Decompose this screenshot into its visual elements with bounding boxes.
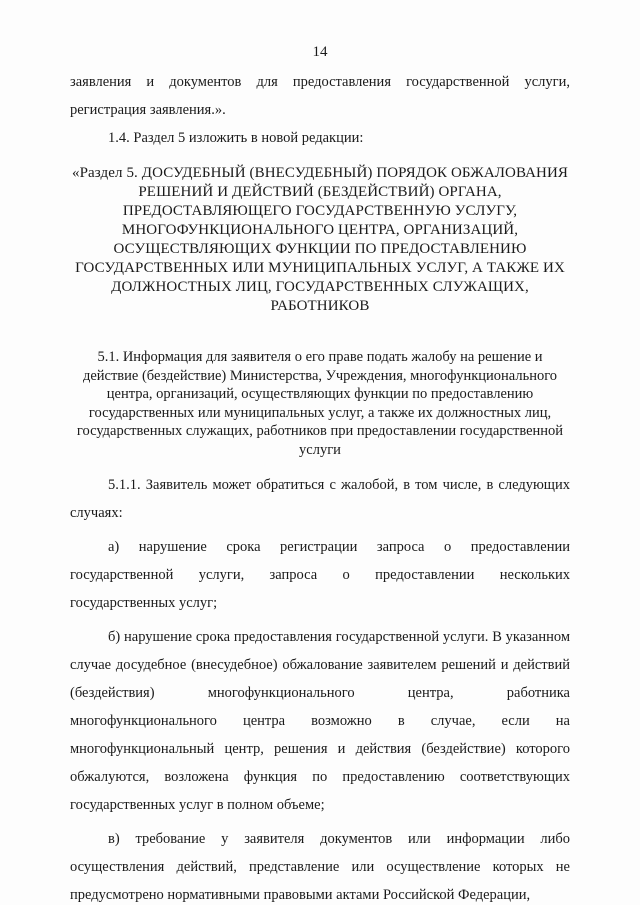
item-b-paragraph: б) нарушение срока предоставления государственной услуги. В указанном случае досудебное (внесудебное) обжалование заявителем решений и действий (бездействия) многофункционального центра, работника многофункционального центра возможно в случае, если на многофункциональный центр, решения и действия (бездействие) которого обжалуются, возложена функция по предоставлению соответствующих государственных услуг в полном объеме; [70, 629, 570, 813]
section-heading: «Раздел 5. ДОСУДЕБНЫЙ (ВНЕСУДЕБНЫЙ) ПОРЯДОК ОБЖАЛОВАНИЯ РЕШЕНИЙ И ДЕЙСТВИЙ (БЕЗДЕЙСТВИЙ) ОРГАНА, ПРЕДОСТАВЛЯЮЩЕГО ГОСУДАРСТВЕННУЮ УСЛУГУ, МНОГОФУНКЦИОНАЛЬНОГО ЦЕНТРА, ОРГАНИЗАЦИЙ, ОСУЩЕСТВЛЯЮЩИХ ФУНКЦИИ ПО ПРЕДОСТАВЛЕНИЮ ГОСУДАРСТВЕННЫХ ИЛИ МУНИЦИПАЛЬНЫХ УСЛУГ, А ТАКЖЕ ИХ ДОЛЖНОСТНЫХ ЛИЦ, ГОСУДАРСТВЕННЫХ СЛУЖАЩИХ, РАБОТНИКОВ [71, 165, 569, 314]
continuation-paragraph: заявления и документов для предоставления государственной услуги, регистрация заявления.». [70, 74, 570, 118]
clause-5-1-1: 5.1.1. Заявитель может обратиться с жалобой, в том числе, в следующих случаях: [70, 477, 570, 521]
item-c-paragraph: в) требование у заявителя документов или информации либо осуществления действий, представление или осуществление которых не предусмотрено нормативными правовыми актами Российской Федерации, [70, 831, 570, 903]
page-body [70, 68, 570, 909]
page-number: 14 [312, 44, 328, 60]
item-a-paragraph: а) нарушение срока регистрации запроса о предоставлении государственной услуги, запроса о предоставлении нескольких государственных услуг; [70, 539, 570, 611]
subsection-heading: 5.1. Информация для заявителя о его праве подать жалобу на решение и действие (бездействие) Министерства, Учреждения, многофункционального центра, организаций, осуществляющих функции по предоставлению государственных или муниципальных услуг, а также их должностных лиц, государственных служащих, работников при предоставлении государственной услуги [76, 349, 564, 458]
amendment-paragraph: 1.4. Раздел 5 изложить в новой редакции: [108, 130, 364, 146]
